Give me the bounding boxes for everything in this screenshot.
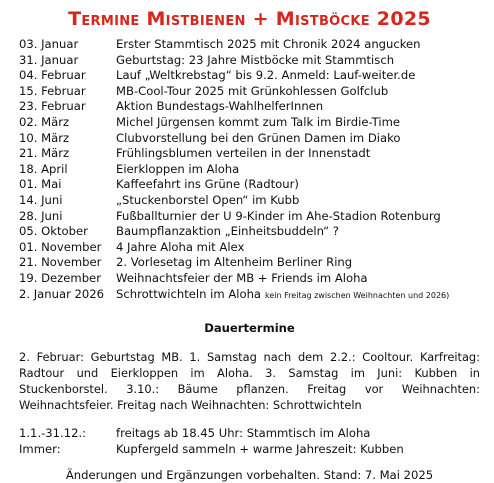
event-date: 10. März	[19, 130, 70, 145]
event-date: 05. Oktober	[19, 224, 88, 239]
event-row	[19, 177, 480, 193]
event-row	[19, 99, 480, 115]
event-row	[19, 287, 480, 304]
event-row	[19, 224, 480, 240]
event-text: Baumpflanzaktion „Einheitsbuddeln“ ?	[116, 224, 339, 239]
event-text: 4 Jahre Aloha mit Alex	[116, 239, 245, 254]
event-row	[19, 209, 480, 225]
event-row	[19, 68, 480, 84]
dauertermine-heading: Dauertermine	[204, 321, 295, 336]
event-list	[19, 37, 480, 303]
event-row	[19, 53, 480, 69]
event-date: 21. November	[19, 255, 102, 270]
event-date: 04. Februar	[19, 68, 86, 83]
event-text: 2. Vorlesetag im Altenheim Berliner Ring	[116, 255, 353, 270]
dauertermine-paragraph: 2. Februar: Geburtstag MB. 1. Samstag nach dem 2.2.: Cooltour. Karfreitag: Radtour und Eierkloppen im Aloha. 3. Samstag im Juni: Kubben in Stuckenborstel. 3.10.: Bäume pflanzen. Freitag vor Weihnachten: Weihnachtsfeier. Freitag nach Weihnachten: Schrottwichteln	[19, 350, 480, 413]
event-row	[19, 193, 480, 209]
event-row	[19, 255, 480, 271]
permanent-text: Kupfergeld sammeln + warme Jahreszeit: Kubben	[116, 442, 404, 457]
event-row	[19, 115, 480, 131]
event-text: Clubvorstellung bei den Grünen Damen im Diako	[116, 130, 401, 145]
event-row	[19, 37, 480, 53]
event-date: 19. Dezember	[19, 270, 101, 285]
event-text-main: Schrottwichteln im Aloha	[116, 286, 262, 301]
event-text: „Stuckenborstel Open“ im Kubb	[116, 192, 300, 207]
event-date: 28. Juni	[19, 208, 63, 223]
event-row	[19, 162, 480, 178]
event-text: Frühlingsblumen verteilen in der Innenstadt	[116, 146, 371, 161]
event-text: Eierkloppen im Aloha	[116, 161, 240, 176]
event-date: 18. April	[19, 161, 68, 176]
permanent-date: 1.1.-31.12.:	[19, 426, 87, 441]
page-title: Termine Mistbienen + Mistböcke 2025	[68, 8, 431, 30]
event-date: 15. Februar	[19, 83, 86, 98]
event-date: 23. Februar	[19, 99, 86, 114]
event-note: kein Freitag zwischen Weihnachten und 2026)	[265, 290, 450, 300]
event-row	[19, 146, 480, 162]
event-text: Michel Jürgensen kommt zum Talk im Birdie-Time	[116, 114, 401, 129]
event-date: 01. November	[19, 239, 102, 254]
footer-note: Änderungen und Ergänzungen vorbehalten. Stand: 7. Mai 2025	[65, 468, 434, 483]
event-row	[19, 84, 480, 100]
event-text: Erster Stammtisch 2025 mit Chronik 2024 angucken	[116, 37, 421, 51]
permanent-list	[19, 425, 480, 457]
event-date: 01. Mai	[19, 177, 62, 192]
event-text: Fußballturnier der U 9-Kinder im Ahe-Stadion Rotenburg	[116, 208, 441, 223]
event-row	[19, 131, 480, 147]
event-date: 02. März	[19, 114, 70, 129]
event-text: MB-Cool-Tour 2025 mit Grünkohlessen Golfclub	[116, 83, 389, 98]
event-date: 14. Juni	[19, 192, 63, 207]
event-text: Aktion Bundestags-WahlhelferInnen	[116, 99, 324, 114]
event-text: Lauf „Weltkrebstag“ bis 9.2. Anmeld: Lauf-weiter.de	[116, 68, 416, 83]
event-row	[19, 240, 480, 256]
event-text: Geburtstag: 23 Jahre Mistböcke mit Stammtisch	[116, 52, 395, 67]
event-text: Kaffeefahrt ins Grüne (Radtour)	[116, 177, 299, 192]
permanent-text: freitags ab 18.45 Uhr: Stammtisch im Aloha	[116, 426, 371, 441]
permanent-row	[19, 425, 480, 441]
permanent-row	[19, 441, 480, 457]
event-date: 03. Januar	[19, 37, 79, 51]
event-date: 21. März	[19, 146, 70, 161]
event-text	[116, 287, 480, 304]
permanent-date: Immer:	[19, 442, 61, 457]
event-date: 31. Januar	[19, 52, 79, 67]
event-text: Weihnachtsfeier der MB + Friends im Aloha	[116, 270, 368, 285]
event-date: 2. Januar 2026	[19, 286, 105, 301]
event-row	[19, 271, 480, 287]
